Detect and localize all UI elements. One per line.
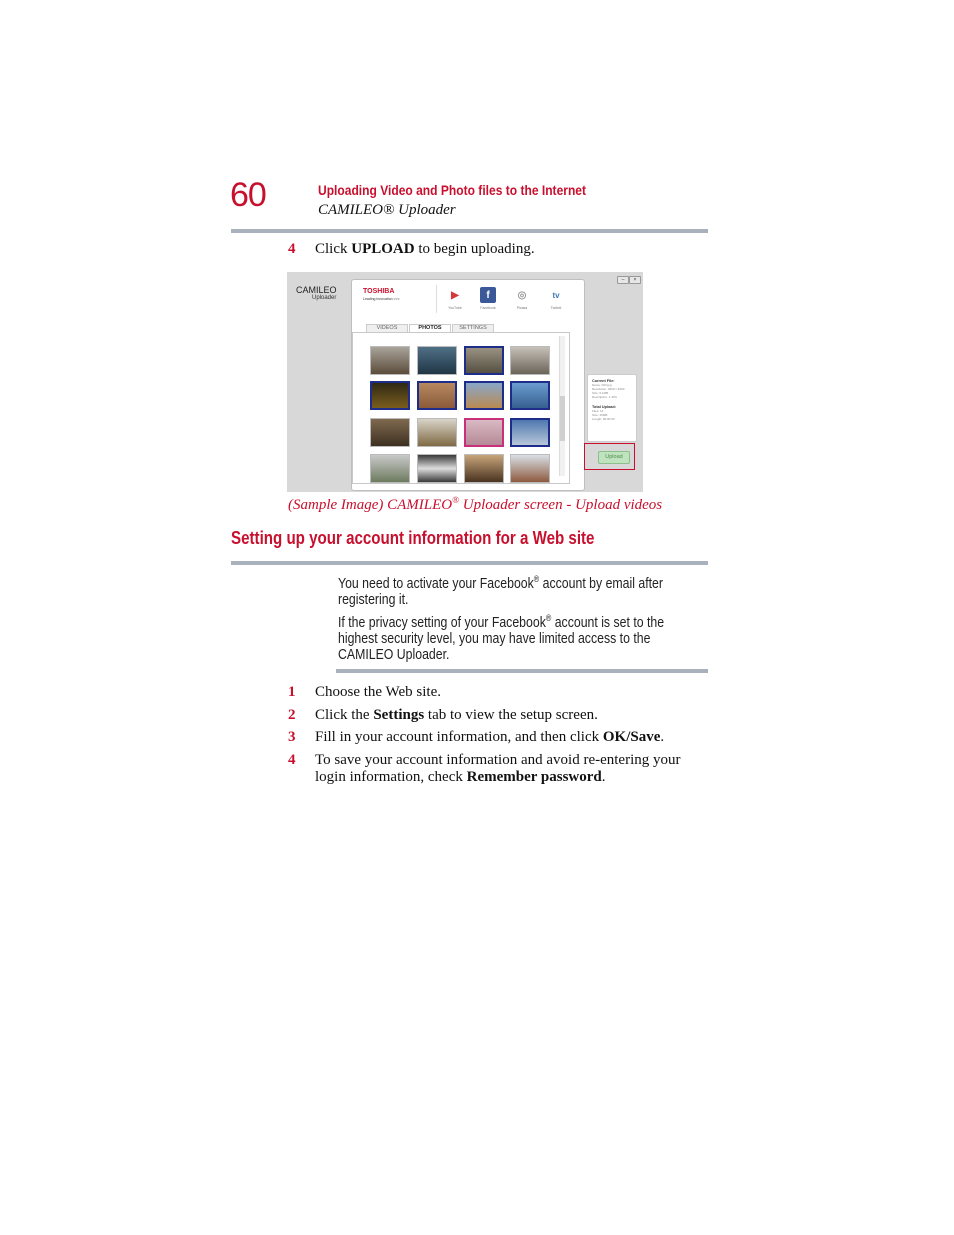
step-bold: Remember password xyxy=(466,769,602,785)
section-subtitle: CAMILEO® Uploader xyxy=(318,202,456,218)
photo-thumbnail[interactable] xyxy=(417,381,457,410)
note1-before: You need to activate your Facebook xyxy=(338,575,534,592)
caption-reg: ® xyxy=(452,495,459,505)
photo-thumbnail[interactable] xyxy=(370,346,410,375)
page-number: 60 xyxy=(230,176,266,214)
step-text xyxy=(315,684,708,701)
current-file-title: Current File: xyxy=(592,379,615,383)
section-heading: Setting up your account information for a Web site xyxy=(231,528,595,548)
service-label: Picasa xyxy=(516,306,528,310)
step-text xyxy=(315,707,708,724)
photo-thumbnail-highlighted[interactable] xyxy=(464,418,504,447)
note2-after: account is set to the highest security level, you may have limited access to the CAMILEO Uploader. xyxy=(338,614,665,663)
service-youtube[interactable] xyxy=(444,287,466,310)
note1-after: account by email after registering it. xyxy=(338,575,664,608)
step-bold: OK/Save xyxy=(602,729,661,745)
service-facebook[interactable] xyxy=(477,287,499,310)
photo-thumbnail[interactable] xyxy=(510,381,550,410)
photo-thumbnail[interactable] xyxy=(417,346,457,375)
note-rule xyxy=(336,669,708,673)
total-upload-line: Length: 00:00:00 xyxy=(592,417,615,421)
service-label: Facebook xyxy=(480,306,496,310)
upload-info-panel xyxy=(587,374,637,442)
step-number: 1 xyxy=(288,684,296,700)
figure-caption xyxy=(288,495,662,514)
step-text-before: Fill in your account information, and then click xyxy=(315,729,603,745)
step-number: 4 xyxy=(288,752,296,768)
service-twitvid[interactable] xyxy=(545,287,567,310)
close-button[interactable]: × xyxy=(629,276,641,284)
current-file-line: Description: 1.JPG xyxy=(592,395,618,399)
photo-thumbnail[interactable] xyxy=(370,454,410,483)
tab-photos[interactable]: PHOTOS xyxy=(409,324,451,332)
step-text-before: Choose the Web site. xyxy=(315,684,441,700)
step-text xyxy=(315,729,708,746)
uploader-screenshot xyxy=(287,272,643,492)
photo-thumbnail[interactable] xyxy=(370,381,410,410)
photo-thumbnail[interactable] xyxy=(464,346,504,375)
tab-settings[interactable]: SETTINGS xyxy=(452,324,494,332)
step-number: 2 xyxy=(288,707,296,723)
minimize-button[interactable]: – xyxy=(617,276,629,284)
note1-reg: ® xyxy=(533,574,540,584)
header-rule xyxy=(231,229,708,233)
tab-videos[interactable]: VIDEOS xyxy=(366,324,408,332)
service-picasa[interactable] xyxy=(511,287,533,310)
current-file-line: Name: 003.jpg xyxy=(592,383,612,387)
brand-logo: TOSHIBA xyxy=(363,288,395,295)
twitvid-icon: tv xyxy=(552,290,560,300)
section-rule xyxy=(231,561,708,565)
picasa-icon: ◎ xyxy=(517,289,527,301)
current-file-line: Resolution: 4000 x 3000 xyxy=(592,387,625,391)
photo-panel xyxy=(352,332,570,484)
app-main-panel xyxy=(351,279,585,491)
service-label: YouTube xyxy=(448,306,462,310)
step-text-after: . xyxy=(601,769,606,785)
note2-before: If the privacy setting of your Facebook xyxy=(338,614,546,631)
app-window xyxy=(287,272,643,492)
upload-step-text-after: to begin uploading. xyxy=(414,241,535,257)
photo-thumbnail[interactable] xyxy=(464,454,504,483)
upload-button[interactable]: Upload xyxy=(598,451,630,464)
note-privacy-setting xyxy=(338,610,707,663)
note2-reg: ® xyxy=(545,613,552,623)
total-upload-title: Total Upload: xyxy=(592,405,616,409)
chapter-title: Uploading Video and Photo files to the Internet xyxy=(318,182,587,198)
caption-prefix: (Sample Image) CAMILEO xyxy=(288,497,453,513)
step-bold: Settings xyxy=(373,707,425,723)
note-facebook-activation xyxy=(338,571,707,608)
photo-thumbnail[interactable] xyxy=(510,418,550,447)
step-text-after: tab to view the setup screen. xyxy=(424,707,598,723)
upload-step-text xyxy=(315,241,535,258)
header-divider xyxy=(436,285,437,313)
step-number: 3 xyxy=(288,729,296,745)
current-file-line: Size: 5.1MB xyxy=(592,391,609,395)
photo-thumbnail[interactable] xyxy=(417,418,457,447)
photo-thumbnail[interactable] xyxy=(417,454,457,483)
brand-tagline: Leading Innovation >>> xyxy=(363,297,400,301)
service-label: Twitvid xyxy=(550,306,562,310)
upload-step-text-before: Click xyxy=(315,241,352,257)
app-name: CAMILEO xyxy=(296,285,337,295)
photo-thumbnail[interactable] xyxy=(464,381,504,410)
upload-step-bold: UPLOAD xyxy=(351,241,415,257)
photo-thumbnail[interactable] xyxy=(510,346,550,375)
scrollbar-thumb[interactable] xyxy=(560,396,565,441)
step-text xyxy=(315,752,708,786)
photo-scrollbar[interactable] xyxy=(559,336,565,476)
total-upload-line: Files: 14 xyxy=(592,409,604,413)
step-text-after: . xyxy=(660,729,665,745)
total-upload-line: Size: 43MB xyxy=(592,413,608,417)
facebook-icon: f xyxy=(480,287,496,303)
app-name-sub: Uploader xyxy=(312,295,337,301)
photo-thumbnail[interactable] xyxy=(370,418,410,447)
photo-thumbnail[interactable] xyxy=(510,454,550,483)
youtube-icon: ▶ xyxy=(451,289,459,301)
caption-suffix: Uploader screen - Upload videos xyxy=(458,497,663,513)
upload-step-number: 4 xyxy=(288,241,296,257)
step-text-before: To save your account information and avoid re-entering your login information, check xyxy=(315,752,681,785)
step-text-before: Click the xyxy=(315,707,374,723)
